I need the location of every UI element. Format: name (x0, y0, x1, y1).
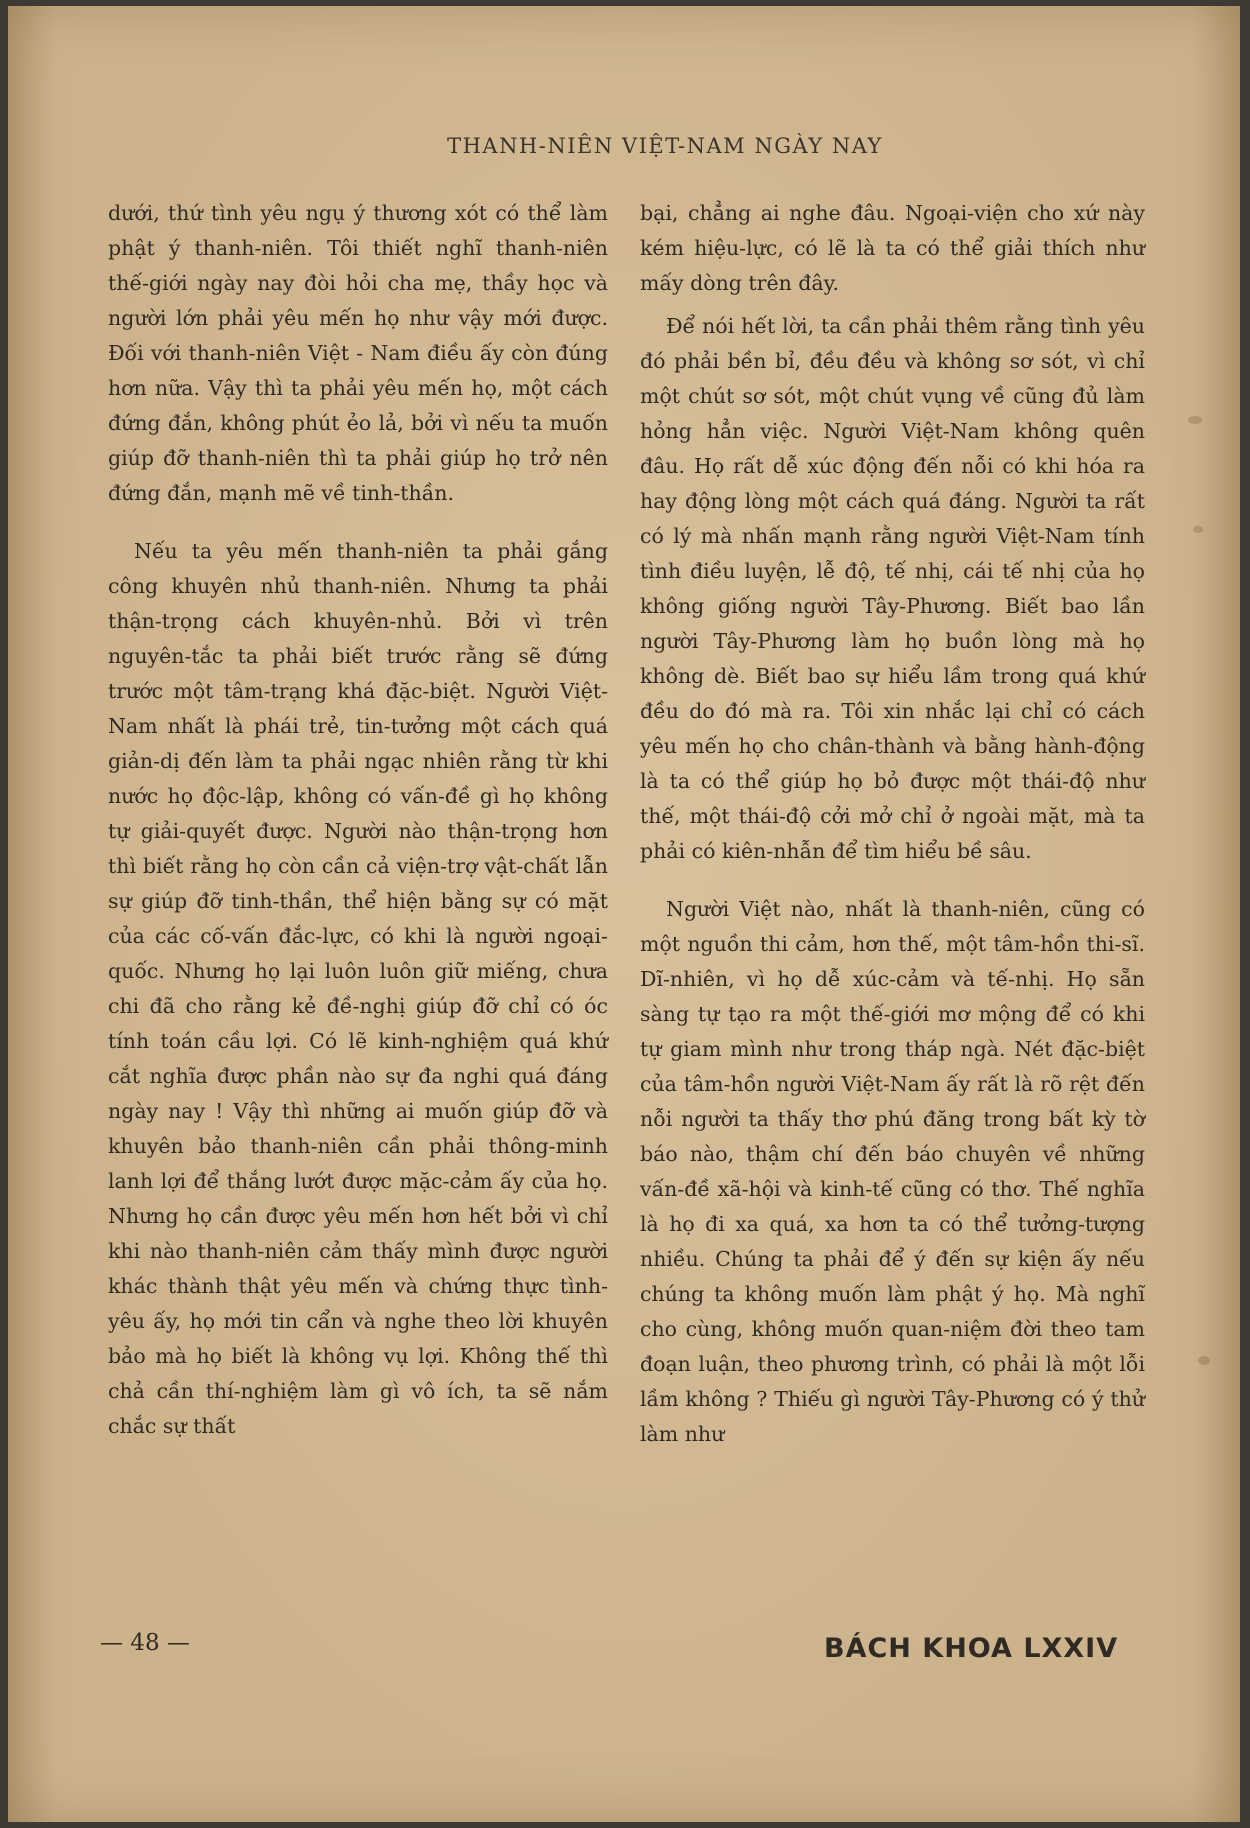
paragraph: Để nói hết lời, ta cần phải thêm rằng tình yêu đó phải bền bỉ, đều đều và không sơ sót, vì chỉ một chút sơ sót, một chút vụng về cũng đủ làm hỏng hẳn việc. Người Việt-Nam không quên đâu. Họ rất dễ xúc động đến nỗi có khi hóa ra hay động lòng một cách quá đáng. Người ta rất có lý mà nhấn mạnh rằng người Việt-Nam tính tình điều luyện, lễ độ, tế nhị, cái tế nhị của họ không giống người Tây-Phương. Biết bao lần người Tây-Phương làm họ buồn lòng mà họ không dè. Biết bao sự hiểu lầm trong quá khứ đều do đó mà ra. Tôi xin nhắc lại chỉ có cách yêu mến họ cho chân-thành và bằng hành-động là ta có thể giúp họ bỏ được một thái-độ như thế, một thái-độ cởi mở chỉ ở ngoài mặt, mà ta phải có kiên-nhẫn để tìm hiểu bề sâu. (640, 314, 1145, 863)
paragraph: Người Việt nào, nhất là thanh-niên, cũng có một nguồn thi cảm, hơn thế, một tâm-hồn thi-sĩ. Dĩ-nhiên, vì họ dễ xúc-cảm và tế-nhị. Họ sẵn sàng tự tạo ra một thế-giới mơ mộng để có khi tự giam mình như trong tháp ngà. Nét đặc-biệt của tâm-hồn người Việt-Nam ấy rất là rõ rệt đến nỗi người ta thấy thơ phú đăng trong bất kỳ tờ báo nào, thậm chí đến báo chuyên về những vấn-đề xã-hội và kinh-tế cũng có thơ. Thế nghĩa là họ đi xa quá, xa hơn ta có thể tưởng-tượng nhiều. Chúng ta phải để ý đến sự kiện ấy nếu chúng ta không muốn làm phật ý họ. Mà nghĩ cho cùng, không muốn quan-niệm đời theo tam đoạn luận, theo phương trình, có phải là một lỗi lầm không ? Thiếu gì người Tây-Phương có ý thử làm như (640, 897, 1145, 1446)
paragraph: dưới, thứ tình yêu ngụ ý thương xót có thể làm phật ý thanh-niên. Tôi thiết nghĩ thanh-niên thế-giới ngày nay đòi hỏi cha mẹ, thầy học và người lớn phải yêu mến họ như vậy mới được. Đối với thanh-niên Việt - Nam điều ấy còn đúng hơn nữa. Vậy thì ta phải yêu mến họ, một cách đứng đắn, không phút ẻo lả, bởi vì nếu ta muốn giúp đỡ thanh-niên thì ta phải giúp họ trở nên đứng đắn, mạnh mẽ về tinh-thần. (108, 201, 608, 505)
paper-stain (1188, 416, 1202, 424)
right-column (640, 196, 1145, 1452)
left-column (108, 196, 608, 1444)
paragraph: Nếu ta yêu mến thanh-niên ta phải gắng công khuyên nhủ thanh-niên. Nhưng ta phải thận-trọng cách khuyên-nhủ. Bởi vì trên nguyên-tắc ta phải biết trước rằng sẽ đứng trước một tâm-trạng khá đặc-biệt. Người Việt-Nam nhất là phái trẻ, tin-tưởng một cách quá giản-dị đến làm ta phải ngạc nhiên rằng từ khi nước họ độc-lập, không có vấn-đề gì họ không tự giải-quyết được. Người nào thận-trọng hơn thì biết rằng họ còn cần cả viện-trợ vật-chất lẫn sự giúp đỡ tinh-thần, thể hiện bằng sự có mặt của các cố-vấn đắc-lực, có khi là người ngoại-quốc. Nhưng họ lại luôn luôn giữ miếng, chưa chi đã cho rằng kẻ đề-nghị giúp đỡ chỉ có óc tính toán cầu lợi. Có lẽ kinh-nghiệm quá khứ cắt nghĩa được phần nào sự đa nghi quá đáng ngày nay ! Vậy thì những ai muốn giúp đỡ và khuyên bảo thanh-niên cần phải thông-minh lanh lợi để thắng lướt được mặc-cảm ấy của họ. Nhưng họ cần được yêu mến hơn hết bởi vì chỉ khi nào thanh-niên cảm thấy mình được người khác thành thật yêu mến và chứng thực tình-yêu ấy, họ mới tin cẩn và nghe theo lời khuyên bảo mà họ biết là không vụ lợi. Không thế thì chả cần thí-nghiệm làm gì vô ích, ta sẽ nắm chắc sự thất (108, 539, 608, 1438)
running-head: THANH-NIÊN VIỆT-NAM NGÀY NAY (447, 134, 883, 158)
page-number: — 48 — (100, 1630, 190, 1656)
paragraph: bại, chẳng ai nghe đâu. Ngoại-viện cho xứ này kém hiệu-lực, có lẽ là ta có thể giải thích như mấy dòng trên đây. (640, 201, 1145, 295)
magazine-title: BÁCH KHOA LXXIV (824, 1633, 1119, 1664)
paper-stain (1193, 526, 1203, 533)
paper-stain (1198, 1356, 1210, 1365)
